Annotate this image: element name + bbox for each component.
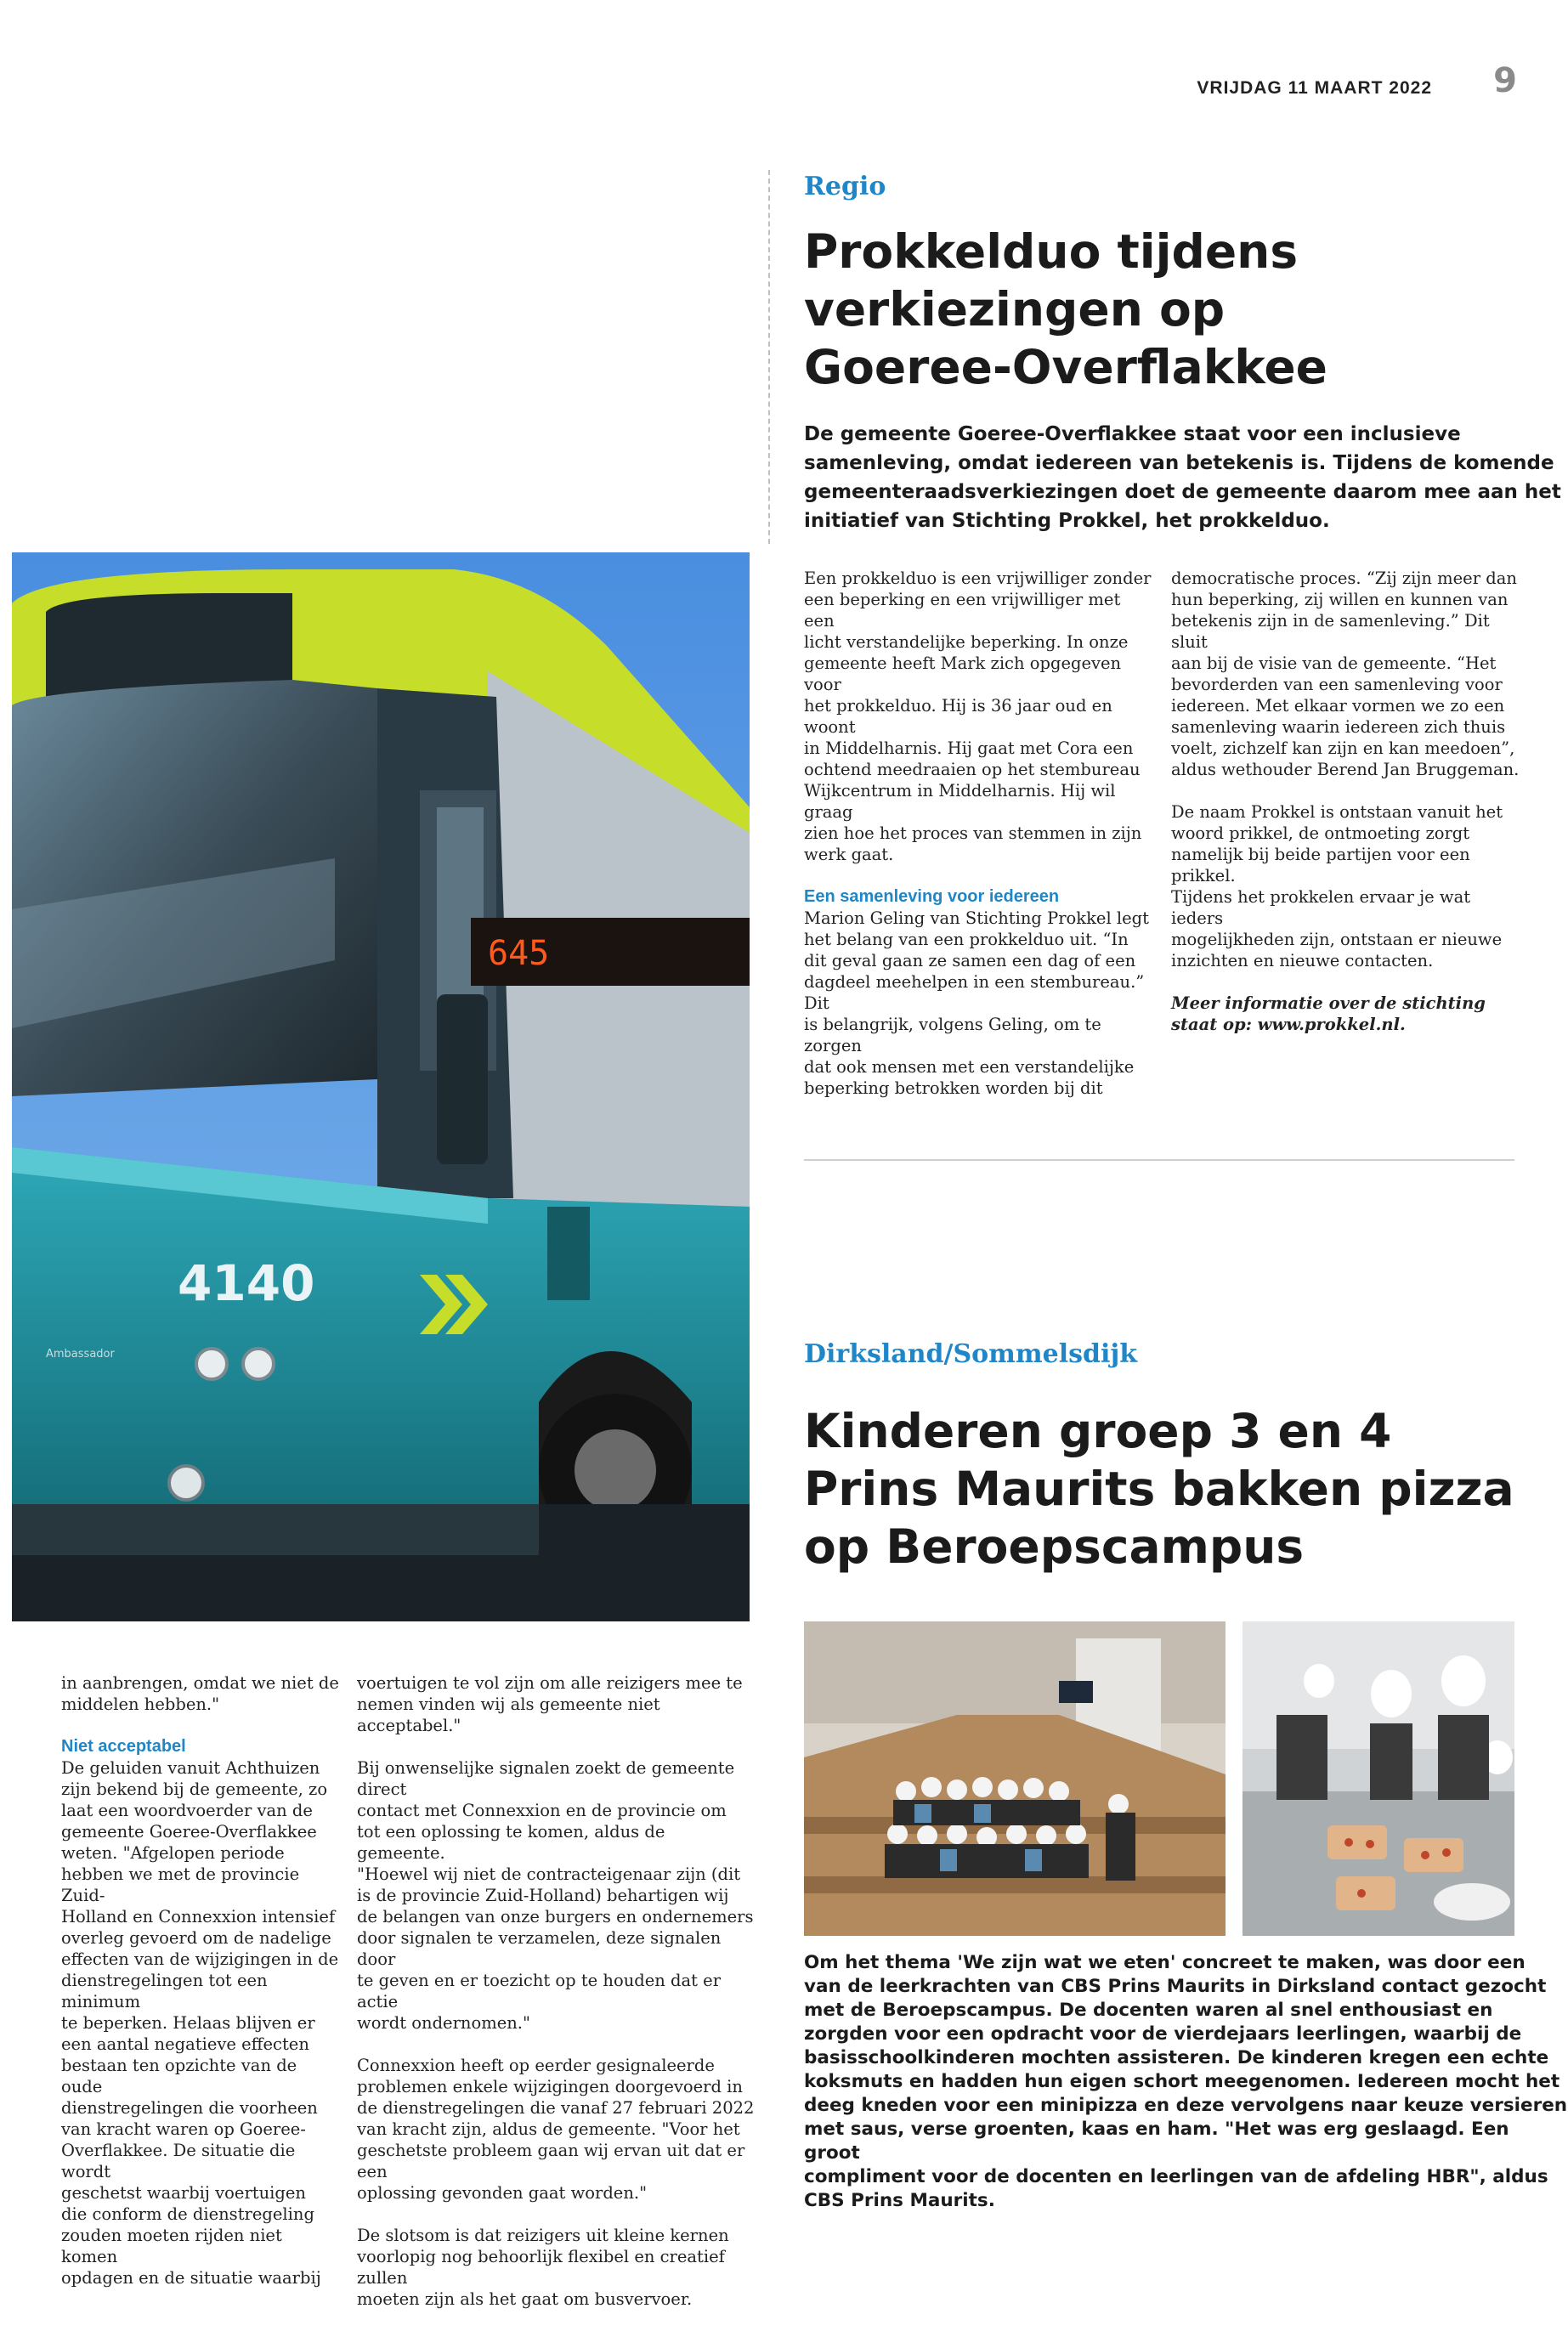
section-divider — [804, 1159, 1514, 1161]
text-line: zijn bekend bij de gemeente, zo — [61, 1779, 328, 1799]
text-line: middelen hebben." — [61, 1695, 220, 1714]
text-line: werk gaat. — [804, 845, 894, 864]
article3-paragraph — [357, 2225, 756, 2310]
text-line: met saus, verse groenten, kaas en ham. "Het was erg geslaagd. Een groot — [804, 2119, 1509, 2164]
text-line: die conform de dienstregeling — [61, 2204, 314, 2224]
text-line: staat op: www.prokkel.nl. — [1171, 1015, 1406, 1034]
text-line: voorlopig nog behoorlijk flexibel en creatief zullen — [357, 2247, 725, 2288]
text-line: Om het thema 'We zijn wat we eten' concreet te maken, was door een — [804, 1952, 1526, 1973]
text-line: contact met Connexxion en de provincie om — [357, 1801, 727, 1820]
article1-subheading: Een samenleving voor iedereen — [804, 887, 1060, 906]
text-line: het prokkelduo. Hij is 36 jaar oud en woont — [804, 696, 1112, 737]
text-line: inzichten en nieuwe contacten. — [1171, 951, 1434, 970]
text-line: basisschoolkinderen mochten assisteren. De kinderen kregen een echte — [804, 2047, 1549, 2068]
article3-paragraph — [357, 2055, 756, 2204]
text-line: een beperking en een vrijwilliger met een — [804, 590, 1121, 631]
text-line: te beperken. Helaas blijven er — [61, 2013, 315, 2033]
text-line: compliment voor de docenten en leerlingen van de afdeling HBR", aldus — [804, 2166, 1548, 2187]
text-line: het belang van een prokkelduo uit. “In — [804, 930, 1129, 949]
article3-subheading: Niet acceptabel — [61, 1737, 186, 1756]
text-line: op Beroepscampus — [804, 1519, 1305, 1574]
kitchen-photo — [1243, 1621, 1514, 1936]
text-line: hebben we met de provincie Zuid- — [61, 1864, 300, 1905]
text-line: verkiezingen op — [804, 282, 1226, 337]
article3-column-1 — [61, 1672, 342, 2310]
text-line: laat een woordvoerder van de — [61, 1801, 313, 1820]
text-line: initiatief van Stichting Prokkel, het prokkelduo. — [804, 510, 1330, 532]
text-line: gemeente Goeree-Overflakkee — [61, 1822, 317, 1842]
text-line: deeg kneden voor een minipizza en deze vervolgens naar keuze versieren — [804, 2095, 1568, 2116]
article1-paragraph — [804, 908, 1152, 1099]
text-line: de belangen van onze burgers en ondernemers — [357, 1907, 754, 1926]
text-line: dit geval gaan ze samen een dag of een — [804, 951, 1136, 970]
text-line: voertuigen te vol zijn om alle reizigers mee te — [357, 1673, 743, 1693]
text-line: van kracht waren op Goeree- — [61, 2119, 306, 2139]
text-line: te geven en er toezicht op te houden dat er actie — [357, 1971, 722, 2011]
text-line: Connexxion heeft op eerder gesignaleerde — [357, 2056, 715, 2075]
text-line: hun beperking, zij willen en kunnen van — [1171, 590, 1509, 609]
text-line: geschetst waarbij voertuigen — [61, 2183, 306, 2203]
text-line: De naam Prokkel is ontstaan vanuit het — [1171, 802, 1503, 822]
text-line: mogelijkheden zijn, ontstaan er nieuwe — [1171, 930, 1503, 949]
text-line: dienstregelingen die voorheen — [61, 2098, 318, 2118]
text-line: aan bij de visie van de gemeente. “Het — [1171, 653, 1497, 673]
text-line: geschetste probleem gaan wij ervan uit dat er een — [357, 2141, 745, 2181]
text-line: bevorderden van een samenleving voor — [1171, 675, 1503, 694]
article1-column-2 — [1171, 568, 1520, 1056]
article3-column-2 — [357, 1672, 756, 2331]
text-line: woord prikkel, de ontmoeting zorgt — [1171, 823, 1470, 843]
bus-number: 4140 — [178, 1254, 315, 1312]
text-line: De geluiden vanuit Achthuizen — [61, 1758, 320, 1778]
text-line: Wijkcentrum in Middelharnis. Hij wil graag — [804, 781, 1116, 822]
text-line: overleg gevoerd om de nadelige — [61, 1928, 331, 1948]
bus-route-display: 645 — [488, 934, 550, 973]
text-line: Tijdens het prokkelen ervaar je wat ieders — [1171, 887, 1471, 928]
text-line: opdagen en de situatie waarbij — [61, 2268, 321, 2288]
article1-column-1 — [804, 568, 1152, 1120]
more-info-link[interactable] — [1171, 993, 1520, 1035]
article2-headline — [804, 1402, 1514, 1576]
text-line: samenleving waarin iedereen zich thuis — [1171, 717, 1506, 737]
article1-paragraph — [1171, 568, 1520, 780]
text-line: gemeente heeft Mark zich opgegeven voor — [804, 653, 1122, 694]
article1-intro — [804, 420, 1561, 535]
article3-paragraph — [61, 1672, 342, 1715]
text-line: ochtend meedraaien op het stembureau — [804, 760, 1141, 779]
text-line: problemen enkele wijzigingen doorgevoerd in — [357, 2077, 743, 2096]
text-line: wordt ondernomen." — [357, 2013, 530, 2033]
bus-brand: Ambassador — [46, 1348, 115, 1361]
text-line: zouden moeten rijden niet komen — [61, 2226, 282, 2266]
article3-paragraph — [357, 1757, 756, 2034]
text-line: oplossing gevonden gaat worden." — [357, 2183, 648, 2203]
text-line: Overflakkee. De situatie die wordt — [61, 2141, 296, 2181]
text-line: effecten van de wijzigingen in de — [61, 1949, 339, 1969]
text-line: dagdeel meehelpen in een stembureau.” Dit — [804, 972, 1145, 1013]
text-line: licht verstandelijke beperking. In onze — [804, 632, 1129, 652]
text-line: iedereen. Met elkaar vormen we zo een — [1171, 696, 1505, 716]
bus-photo — [12, 552, 750, 1621]
text-line: Bij onwenselijke signalen zoekt de gemeente direct — [357, 1758, 735, 1799]
text-line: nemen vinden wij als gemeente niet acceptabel." — [357, 1695, 660, 1735]
article1-kicker: Regio — [804, 172, 886, 201]
text-line: moeten zijn als het gaat om busvervoer. — [357, 2289, 693, 2309]
article1-paragraph — [1171, 801, 1520, 971]
text-line: CBS Prins Maurits. — [804, 2190, 995, 2211]
group-photo — [804, 1621, 1226, 1936]
text-line: democratische proces. “Zij zijn meer dan — [1171, 569, 1517, 588]
text-line: aldus wethouder Berend Jan Bruggeman. — [1171, 760, 1520, 779]
text-line: bestaan ten opzichte van de oude — [61, 2056, 297, 2096]
text-line: samenleving, omdat iedereen van betekenis is. Tijdens de komende — [804, 452, 1554, 474]
article2-kicker: Dirksland/Sommelsdijk — [804, 1339, 1138, 1369]
text-line: van de leerkrachten van CBS Prins Maurits in Dirksland contact gezocht — [804, 1976, 1547, 1997]
text-line: dienstregelingen tot een minimum — [61, 1971, 268, 2011]
text-line: beperking betrokken worden bij dit — [804, 1078, 1103, 1098]
article2-caption — [804, 1951, 1568, 2213]
text-line: tot een oplossing te komen, aldus de gemeente. — [357, 1822, 665, 1863]
text-line: door signalen te verzamelen, deze signalen door — [357, 1928, 722, 1969]
text-line: namelijk bij beide partijen voor een prikkel. — [1171, 845, 1470, 885]
text-line: gemeenteraadsverkiezingen doet de gemeente daarom mee aan het — [804, 481, 1561, 503]
text-line: is de provincie Zuid-Holland) behartigen wij — [357, 1886, 729, 1905]
article1-paragraph — [804, 568, 1152, 865]
text-line: Goeree-Overflakkee — [804, 340, 1327, 394]
text-line: in Middelharnis. Hij gaat met Cora een — [804, 738, 1134, 758]
text-line: koksmuts en hadden hun eigen schort meegenomen. Iedereen mocht het — [804, 2071, 1560, 2092]
text-line: Holland en Connexxion intensief — [61, 1907, 336, 1926]
text-line: "Hoewel wij niet de contracteigenaar zijn (dit — [357, 1864, 741, 1884]
article3-paragraph — [357, 1672, 756, 1736]
text-line: Prins Maurits bakken pizza — [804, 1462, 1514, 1516]
text-line: de dienstregelingen die vanaf 27 februari 2022 — [357, 2098, 755, 2118]
text-line: met de Beroepscampus. De docenten waren al snel enthousiast en — [804, 2000, 1493, 2021]
text-line: een aantal negatieve effecten — [61, 2034, 309, 2054]
text-line: Prokkelduo tijdens — [804, 224, 1299, 279]
text-line: zorgden voor een opdracht voor de vierdejaars leerlingen, waarbij de — [804, 2023, 1522, 2045]
text-line: De slotsom is dat reizigers uit kleine kernen — [357, 2226, 729, 2245]
text-line: is belangrijk, volgens Geling, om te zorgen — [804, 1015, 1101, 1055]
text-line: Marion Geling van Stichting Prokkel legt — [804, 908, 1149, 928]
text-line: Meer informatie over de stichting — [1171, 993, 1486, 1013]
text-line: dat ook mensen met een verstandelijke — [804, 1057, 1135, 1077]
text-line: van kracht zijn, aldus de gemeente. "Voor het — [357, 2119, 740, 2139]
text-line: weten. "Afgelopen periode — [61, 1843, 285, 1863]
text-line: Een prokkelduo is een vrijwilliger zonder — [804, 569, 1152, 588]
text-line: zien hoe het proces van stemmen in zijn — [804, 823, 1142, 843]
article3-paragraph — [61, 1757, 342, 2289]
text-line: voelt, zichzelf kan zijn en kan meedoen”, — [1171, 738, 1515, 758]
column-separator — [768, 170, 770, 544]
issue-date: VRIJDAG 11 MAART 2022 — [1197, 78, 1432, 98]
text-line: De gemeente Goeree-Overflakkee staat voor een inclusieve — [804, 423, 1461, 445]
text-line: betekenis zijn in de samenleving.” Dit sluit — [1171, 611, 1490, 652]
text-line: in aanbrengen, omdat we niet de — [61, 1673, 339, 1693]
article1-headline — [804, 223, 1327, 396]
page-number: 9 — [1493, 61, 1517, 100]
text-line: Kinderen groep 3 en 4 — [804, 1404, 1392, 1458]
